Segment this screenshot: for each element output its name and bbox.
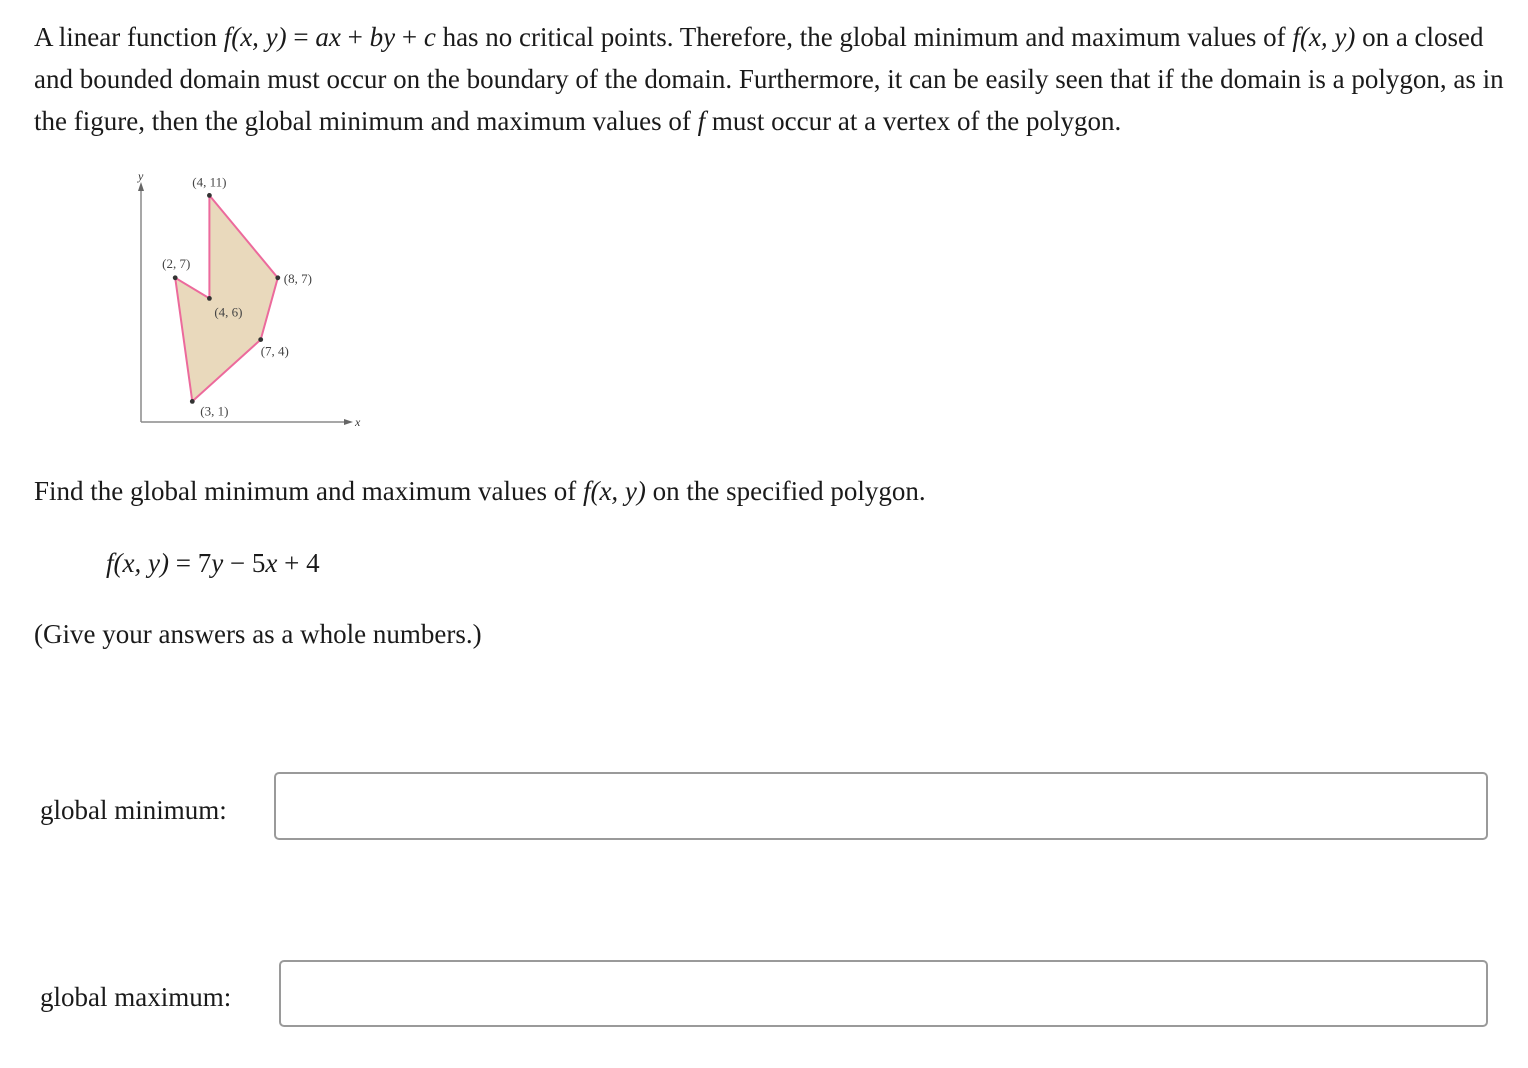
intro-text-2: has no critical points. Therefore, the global minimum and maximum values of	[435, 22, 1293, 52]
formula-lhs: f(x, y)	[106, 548, 169, 578]
vertex-label: (2, 7)	[162, 255, 191, 271]
intro-text-4: must occur at a vertex of the polygon.	[705, 106, 1122, 136]
intro-f: f	[697, 106, 706, 136]
formula-equals: =	[168, 548, 198, 578]
intro-ax: ax	[315, 22, 341, 52]
vertex-point	[190, 399, 195, 404]
polygon-figure	[118, 160, 378, 440]
global-maximum-input[interactable]	[279, 960, 1488, 1027]
global-minimum-label: global minimum:	[40, 795, 227, 825]
vertex-point	[258, 337, 263, 342]
polygon-domain	[175, 195, 278, 401]
intro-plus-2: +	[395, 22, 424, 52]
formula-var-y: y	[211, 548, 224, 578]
formula-minus: −	[223, 548, 252, 578]
formula-plus: +	[277, 548, 307, 578]
x-axis-label: x	[355, 415, 361, 429]
intro-f-xy-2: f(x, y)	[1292, 22, 1356, 52]
intro-plus-1: +	[340, 22, 370, 52]
vertex-point	[173, 275, 178, 280]
formula-constant: 4	[306, 548, 320, 578]
intro-text-3: on a closed and bounded domain must occur on the boundary of the domain. Furthermore, it can be easily seen that if the domain is a polygon, as in the figure, then the global minimum and maximum values of	[34, 22, 1504, 136]
intro-equals: =	[286, 22, 316, 52]
intro-text-1: A linear function	[34, 22, 224, 52]
intro-f-xy: f(x, y)	[223, 22, 287, 52]
vertex-label: (8, 7)	[283, 270, 312, 286]
vertex-label: (4, 6)	[214, 304, 243, 320]
x-axis-arrow-icon	[344, 419, 353, 425]
vertex-point	[207, 296, 212, 301]
vertex-label: (3, 1)	[200, 403, 229, 419]
polygon-figure-svg	[118, 160, 378, 440]
formula-coef-x: 5	[251, 548, 266, 578]
formula-coef-y: 7	[197, 548, 212, 578]
question-f-xy: f(x, y)	[582, 476, 646, 506]
vertex-label: (7, 4)	[260, 343, 289, 359]
question-text-2: on the specified polygon.	[645, 476, 926, 506]
question-text-1: Find the global minimum and maximum values of	[34, 476, 583, 506]
question-text	[34, 470, 926, 512]
answer-hint: (Give your answers as a whole numbers.)	[34, 619, 482, 649]
intro-c: c	[423, 22, 436, 52]
y-axis-label: y	[138, 169, 144, 183]
global-minimum-input[interactable]	[274, 772, 1488, 840]
vertex-label: (4, 11)	[192, 174, 227, 190]
vertex-point	[207, 193, 212, 198]
function-formula	[106, 542, 320, 584]
problem-intro	[34, 16, 1514, 142]
intro-by: by	[369, 22, 396, 52]
y-axis-arrow-icon	[138, 182, 144, 191]
global-maximum-label: global maximum:	[40, 982, 232, 1012]
vertex-point	[275, 275, 280, 280]
formula-var-x: x	[265, 548, 278, 578]
